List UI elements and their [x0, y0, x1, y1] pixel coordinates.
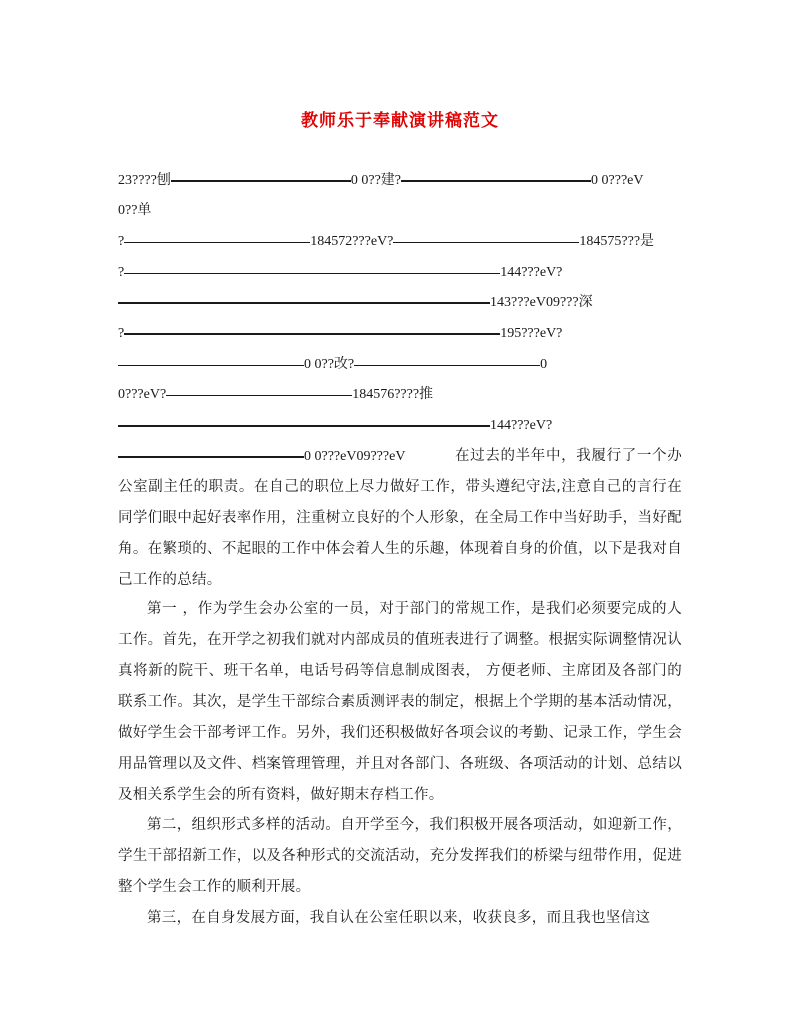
rule-line: [124, 333, 500, 335]
garbled-line-8: [118, 386, 688, 404]
garbled-text: 0 0???eV: [591, 173, 644, 188]
garbled-text: 195???eV?: [500, 326, 563, 341]
garbled-text: 184576????推: [352, 387, 434, 402]
garbled-text: ?: [118, 265, 125, 280]
garbled-text: 144???eV?: [490, 418, 553, 433]
garbled-text: 0 0??建?: [350, 173, 402, 188]
garbled-line-1: [118, 172, 688, 190]
rule-line: [393, 242, 579, 243]
intro-paragraph: 在过去的半年中，我履行了一个办公室副主任的职责。在自己的职位上尽力做好工作，带头遵纪守法,注意自己的言行在同学们眼中起好表率作用，注重树立良好的个人形象，在全局工作中当好助手，当好配角。在繁琐的、不起眼的工作中体会着人生的乐趣，体现着自身的价值，以下是我对自己工作的总结。: [118, 448, 682, 588]
paragraph-1: 第一 ，作为学生会办公室的一员，对于部门的常规工作，是我们必须要完成的人工作。首先，在开学之初我们就对内部成员的值班表进行了调整。根据实际调整情况认真将新的院干、班干名单，电话号码等信息制成图表， 方便老师、主席团及各部门的联系工作。其次，是学生干部综合素质测评表的制定，根据上个学期的基本活动情况，做好学生会干部考评工作。另外，我们还积极做好各项会议的考勤、记录工作，学生会用品管理以及文件、档案管理管理，并且对各部门、各班级、各项活动的计划、总结以及相关系学生会的所有资料，做好期末存档工作。: [118, 601, 682, 803]
garbled-line-5: [118, 294, 688, 312]
garbled-text: 0 0???eV09???eV: [304, 449, 406, 464]
rule-line: [124, 273, 500, 274]
garbled-line-3: [118, 233, 688, 251]
garbled-text: 184572???eV?: [310, 234, 394, 249]
garbled-line-9: [118, 417, 688, 435]
garbled-text: 0 0??改?: [304, 357, 355, 372]
garbled-text: ?: [118, 234, 125, 249]
garbled-line-6: [118, 325, 688, 343]
garbled-text: 144???eV?: [500, 265, 563, 280]
rule-line: [171, 180, 351, 182]
garbled-text: 23????刨: [118, 173, 171, 188]
garbled-line-2: [118, 202, 688, 220]
rule-line: [124, 242, 310, 243]
rule-line: [401, 180, 591, 182]
garbled-text: 184575???是: [579, 234, 655, 249]
rule-line: [354, 365, 540, 366]
paragraph-3: 第三，在自身发展方面，我自认在公室任职以来，收获良多，而且我也坚信这: [147, 910, 651, 926]
garbled-text: ?: [118, 326, 125, 341]
paragraph-2: 第二，组织形式多样的活动。自开学至今，我们积极开展各项活动，如迎新工作，学生干部招新工作，以及各种形式的交流活动，充分发挥我们的桥梁与纽带作用，促进整个学生会工作的顺利开展。: [118, 817, 682, 895]
garbled-text: 0??单: [118, 203, 152, 218]
rule-line: [118, 302, 490, 304]
garbled-text: 143???eV09???深: [490, 295, 593, 310]
rule-line: [118, 365, 304, 366]
garbled-text: 0: [540, 357, 548, 372]
document-title: 教师乐于奉献演讲稿范文: [301, 111, 499, 131]
rule-line: [166, 395, 352, 396]
garbled-text: 0???eV?: [118, 387, 167, 402]
garbled-line-7: [118, 356, 688, 374]
garbled-line-4: [118, 264, 688, 282]
rule-line: [118, 425, 490, 427]
